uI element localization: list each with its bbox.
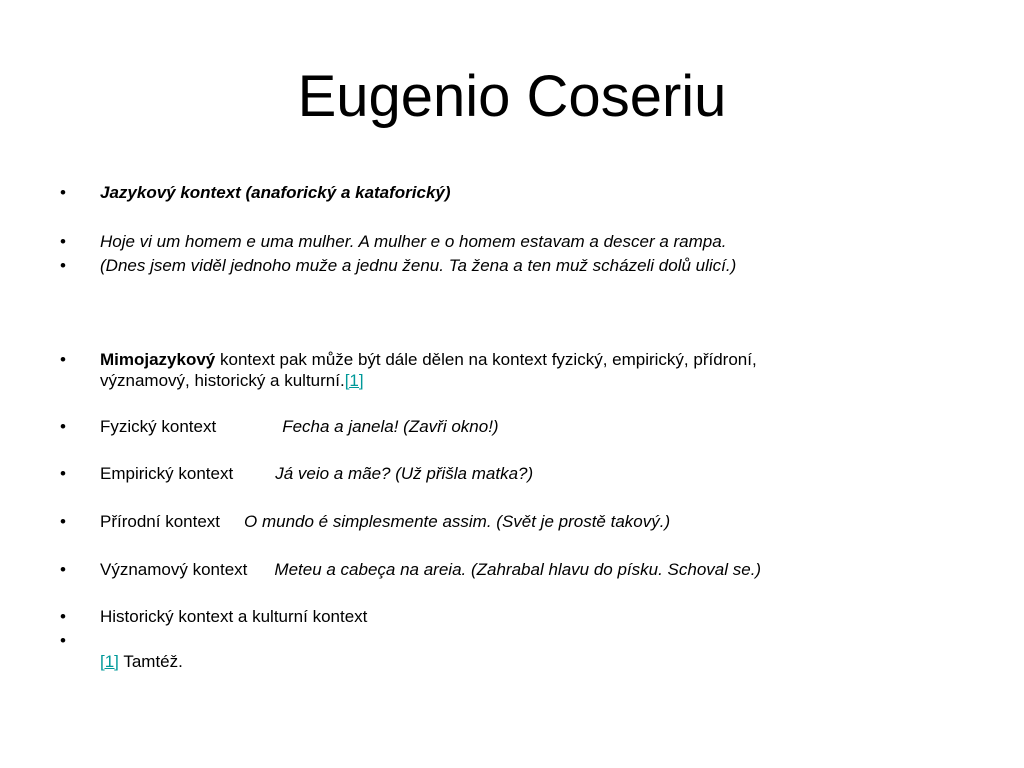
bullet-text: (Dnes jsem viděl jednoho muže a jednu ženu. Ta žena a ten muž scházeli dolů ulicí.) — [100, 256, 737, 275]
footnote-link[interactable]: [1] — [344, 371, 364, 390]
bullet-historicky-kontext — [60, 606, 960, 627]
bullet-vyznamovy-kontext — [60, 559, 960, 580]
bullet-empiricky-kontext — [60, 463, 960, 484]
bullet-text — [100, 349, 960, 391]
context-example: Já veio a mãe? (Už přišla matka?) — [275, 464, 534, 483]
bullet-marker: • — [60, 512, 66, 531]
bullet-marker: • — [60, 183, 66, 202]
context-label: Přírodní kontext — [100, 512, 221, 531]
bullet-marker: • — [60, 350, 66, 369]
bullet-fyzicky-kontext — [60, 416, 960, 437]
bullet-text — [100, 416, 960, 437]
bullet-marker: • — [60, 256, 66, 275]
context-label: Empirický kontext — [100, 464, 234, 483]
bullet-text — [100, 463, 960, 484]
bullet-text — [100, 511, 960, 532]
bullet-jazykovy-kontext — [60, 182, 960, 203]
bold-term: Mimojazykový — [100, 350, 216, 369]
bullet-prirodni-kontext — [60, 511, 960, 532]
text-line-1: kontext pak může být dále dělen na kontext fyzický, empirický, přídroní, — [215, 350, 757, 369]
bullet-footnote — [60, 630, 960, 672]
bullet-example-portuguese — [60, 231, 960, 252]
bullet-mimojazykovy-kontext — [60, 349, 960, 391]
context-label: Fyzický kontext — [100, 417, 217, 436]
footnote-text: Tamtéž. — [118, 652, 183, 671]
slide-title: Eugenio Coseriu — [297, 64, 727, 129]
footnote-link[interactable]: [1] — [100, 652, 119, 671]
bullet-marker: • — [60, 607, 66, 626]
bullet-text: Jazykový kontext (anaforický a kataforický) — [100, 183, 451, 202]
context-example: Meteu a cabeça na areia. (Zahrabal hlavu do písku. Schoval se.) — [274, 560, 762, 579]
bullet-text — [100, 630, 960, 672]
context-example: Fecha a janela! (Zavři okno!) — [282, 417, 499, 436]
bullet-text: Historický kontext a kulturní kontext — [100, 607, 368, 626]
bullet-marker: • — [60, 232, 66, 251]
bullet-marker: • — [60, 417, 66, 436]
bullet-text — [100, 559, 960, 580]
text-line-2: významový, historický a kulturní. — [100, 371, 345, 390]
bullet-example-czech — [60, 255, 960, 276]
bullet-marker: • — [60, 631, 66, 650]
bullet-text: Hoje vi um homem e uma mulher. A mulher e o homem estavam a descer a rampa. — [100, 232, 727, 251]
bullet-marker: • — [60, 464, 66, 483]
bullet-marker: • — [60, 560, 66, 579]
context-label: Významový kontext — [100, 560, 248, 579]
context-example: O mundo é simplesmente assim. (Svět je prostě takový.) — [244, 512, 671, 531]
